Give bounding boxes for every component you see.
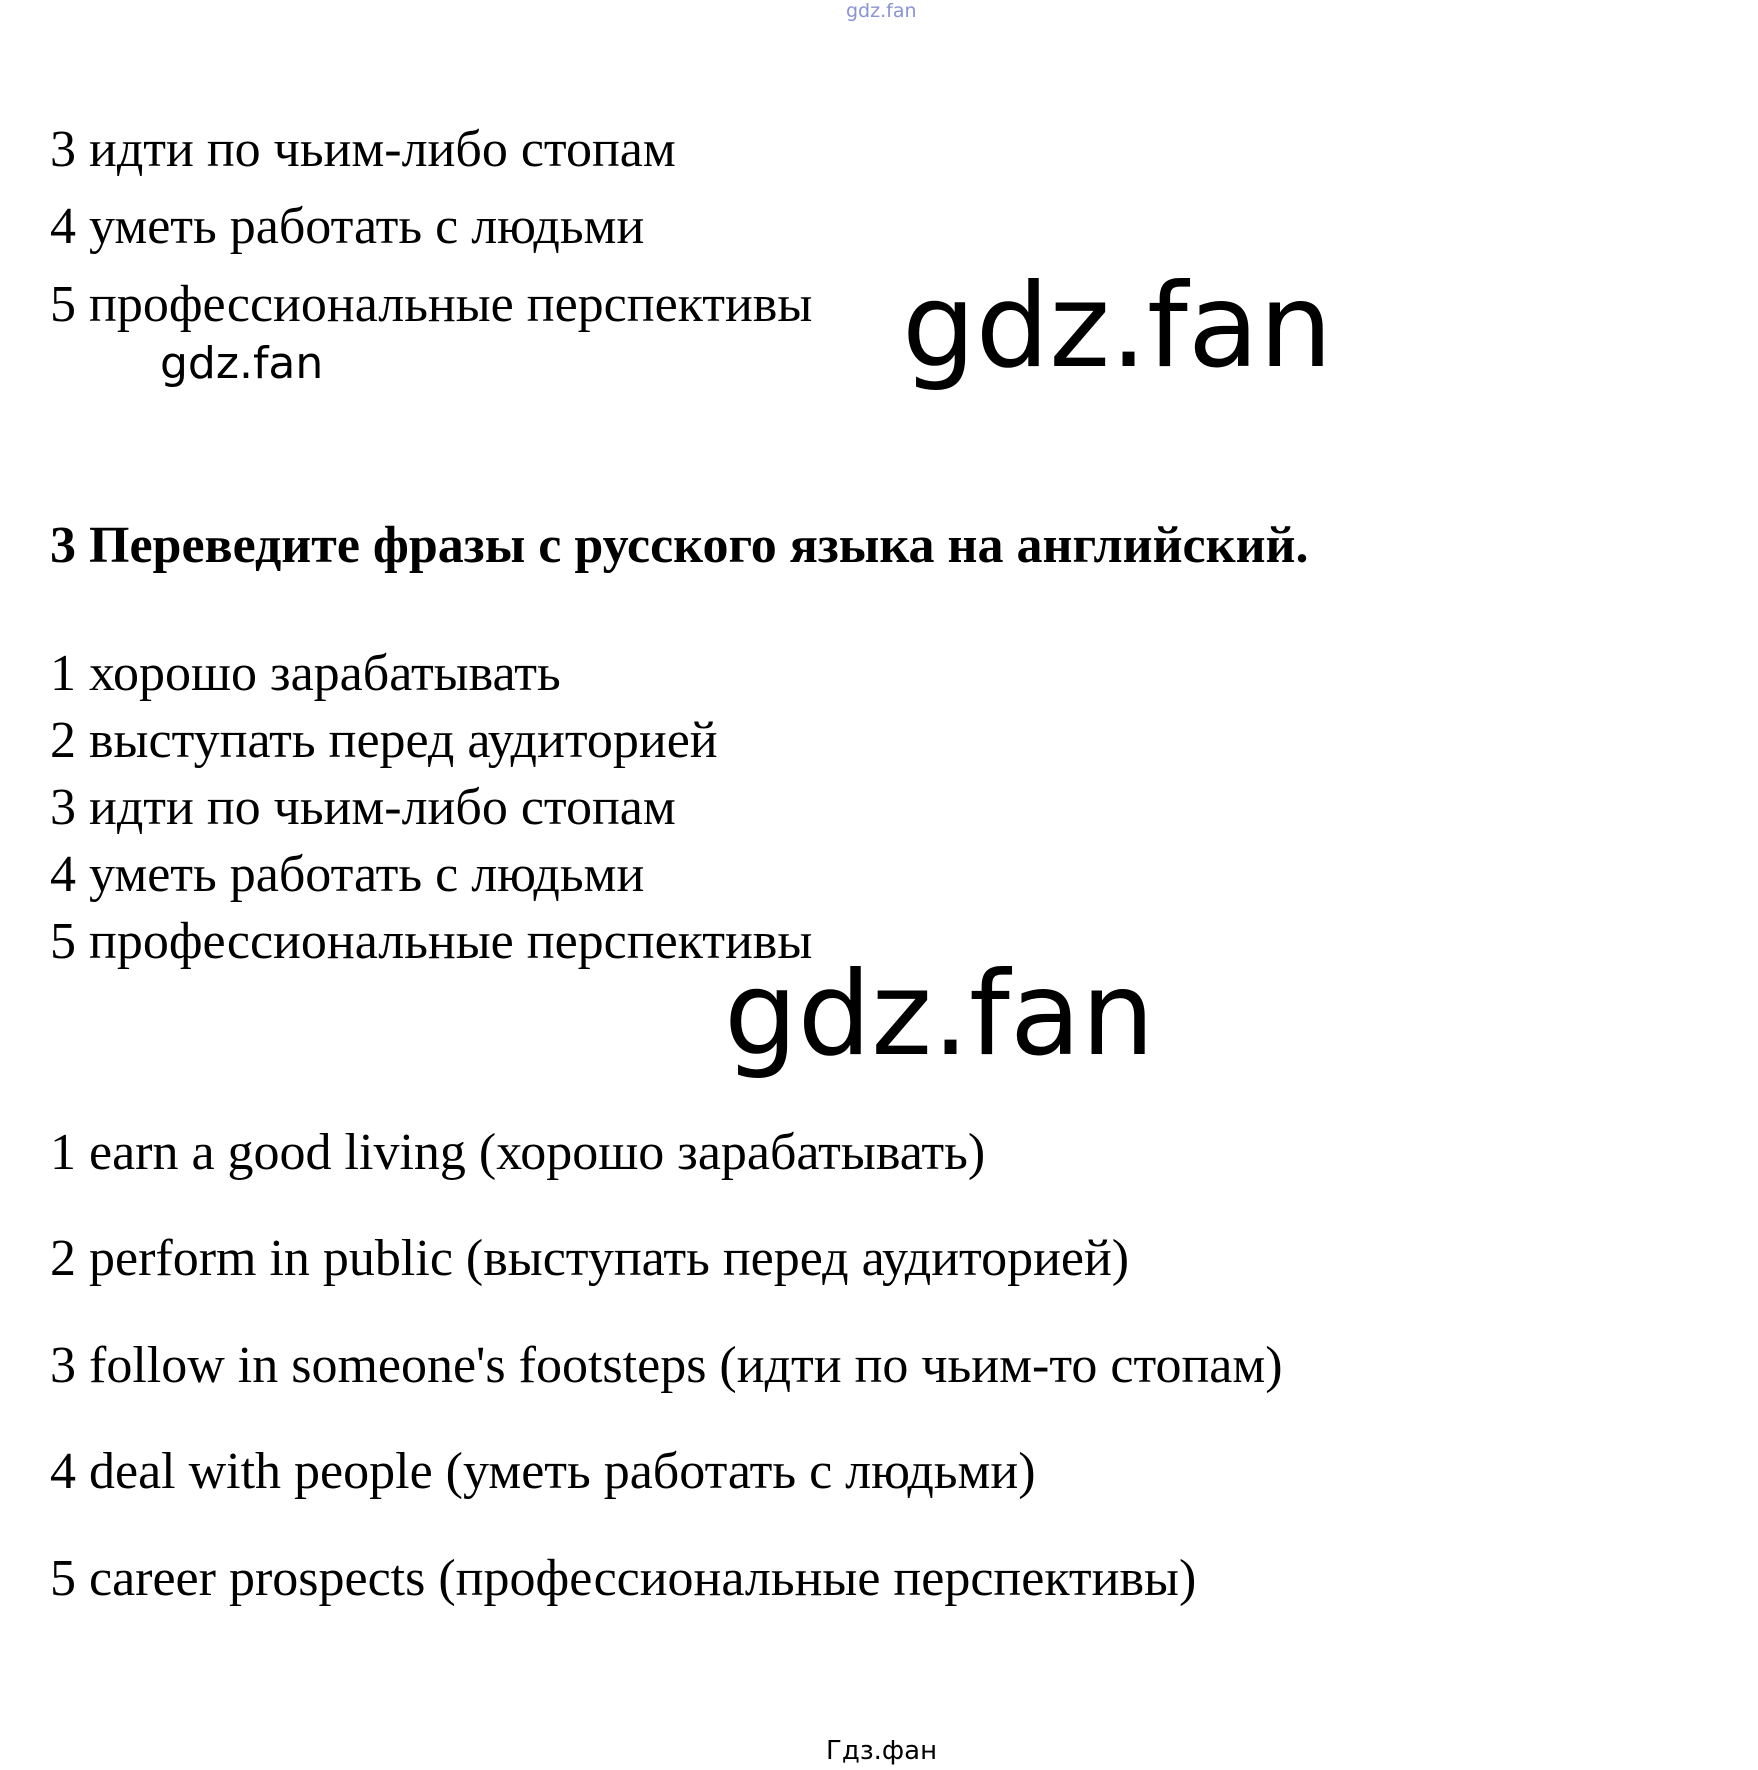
phrase-item: 2 выступать перед аудиторией — [50, 712, 718, 769]
watermark-bottom: Гдз.фан — [826, 1736, 938, 1766]
answer-item: 1 earn a good living (хорошо зарабатывать) — [50, 1124, 986, 1181]
phrase-item: 1 хорошо зарабатывать — [50, 645, 561, 702]
watermark-large: gdz.fan — [902, 259, 1333, 394]
watermark-top: gdz.fan — [846, 0, 917, 22]
watermark-large: gdz.fan — [724, 947, 1155, 1082]
phrase-item: 3 идти по чьим-либо стопам — [50, 779, 676, 836]
prev-list-item: 3 идти по чьим-либо стопам — [50, 121, 676, 178]
answer-item: 2 perform in public (выступать перед аудиторией) — [50, 1230, 1130, 1287]
phrase-item: 4 уметь работать с людьми — [50, 846, 645, 903]
prev-list-item: 4 уметь работать с людьми — [50, 198, 645, 255]
answer-item: 4 deal with people (уметь работать с людьми) — [50, 1443, 1036, 1500]
watermark-small: gdz.fan — [160, 338, 324, 389]
answer-item: 3 follow in someone's footsteps (идти по чьим-то стопам) — [50, 1337, 1283, 1394]
task-heading: 3 Переведите фразы с русского языка на английский. — [50, 517, 1309, 574]
answer-item: 5 career prospects (профессиональные перспективы) — [50, 1550, 1197, 1607]
prev-list-item: 5 профессиональные перспективы — [50, 276, 813, 333]
phrase-item: 5 профессиональные перспективы — [50, 913, 813, 970]
